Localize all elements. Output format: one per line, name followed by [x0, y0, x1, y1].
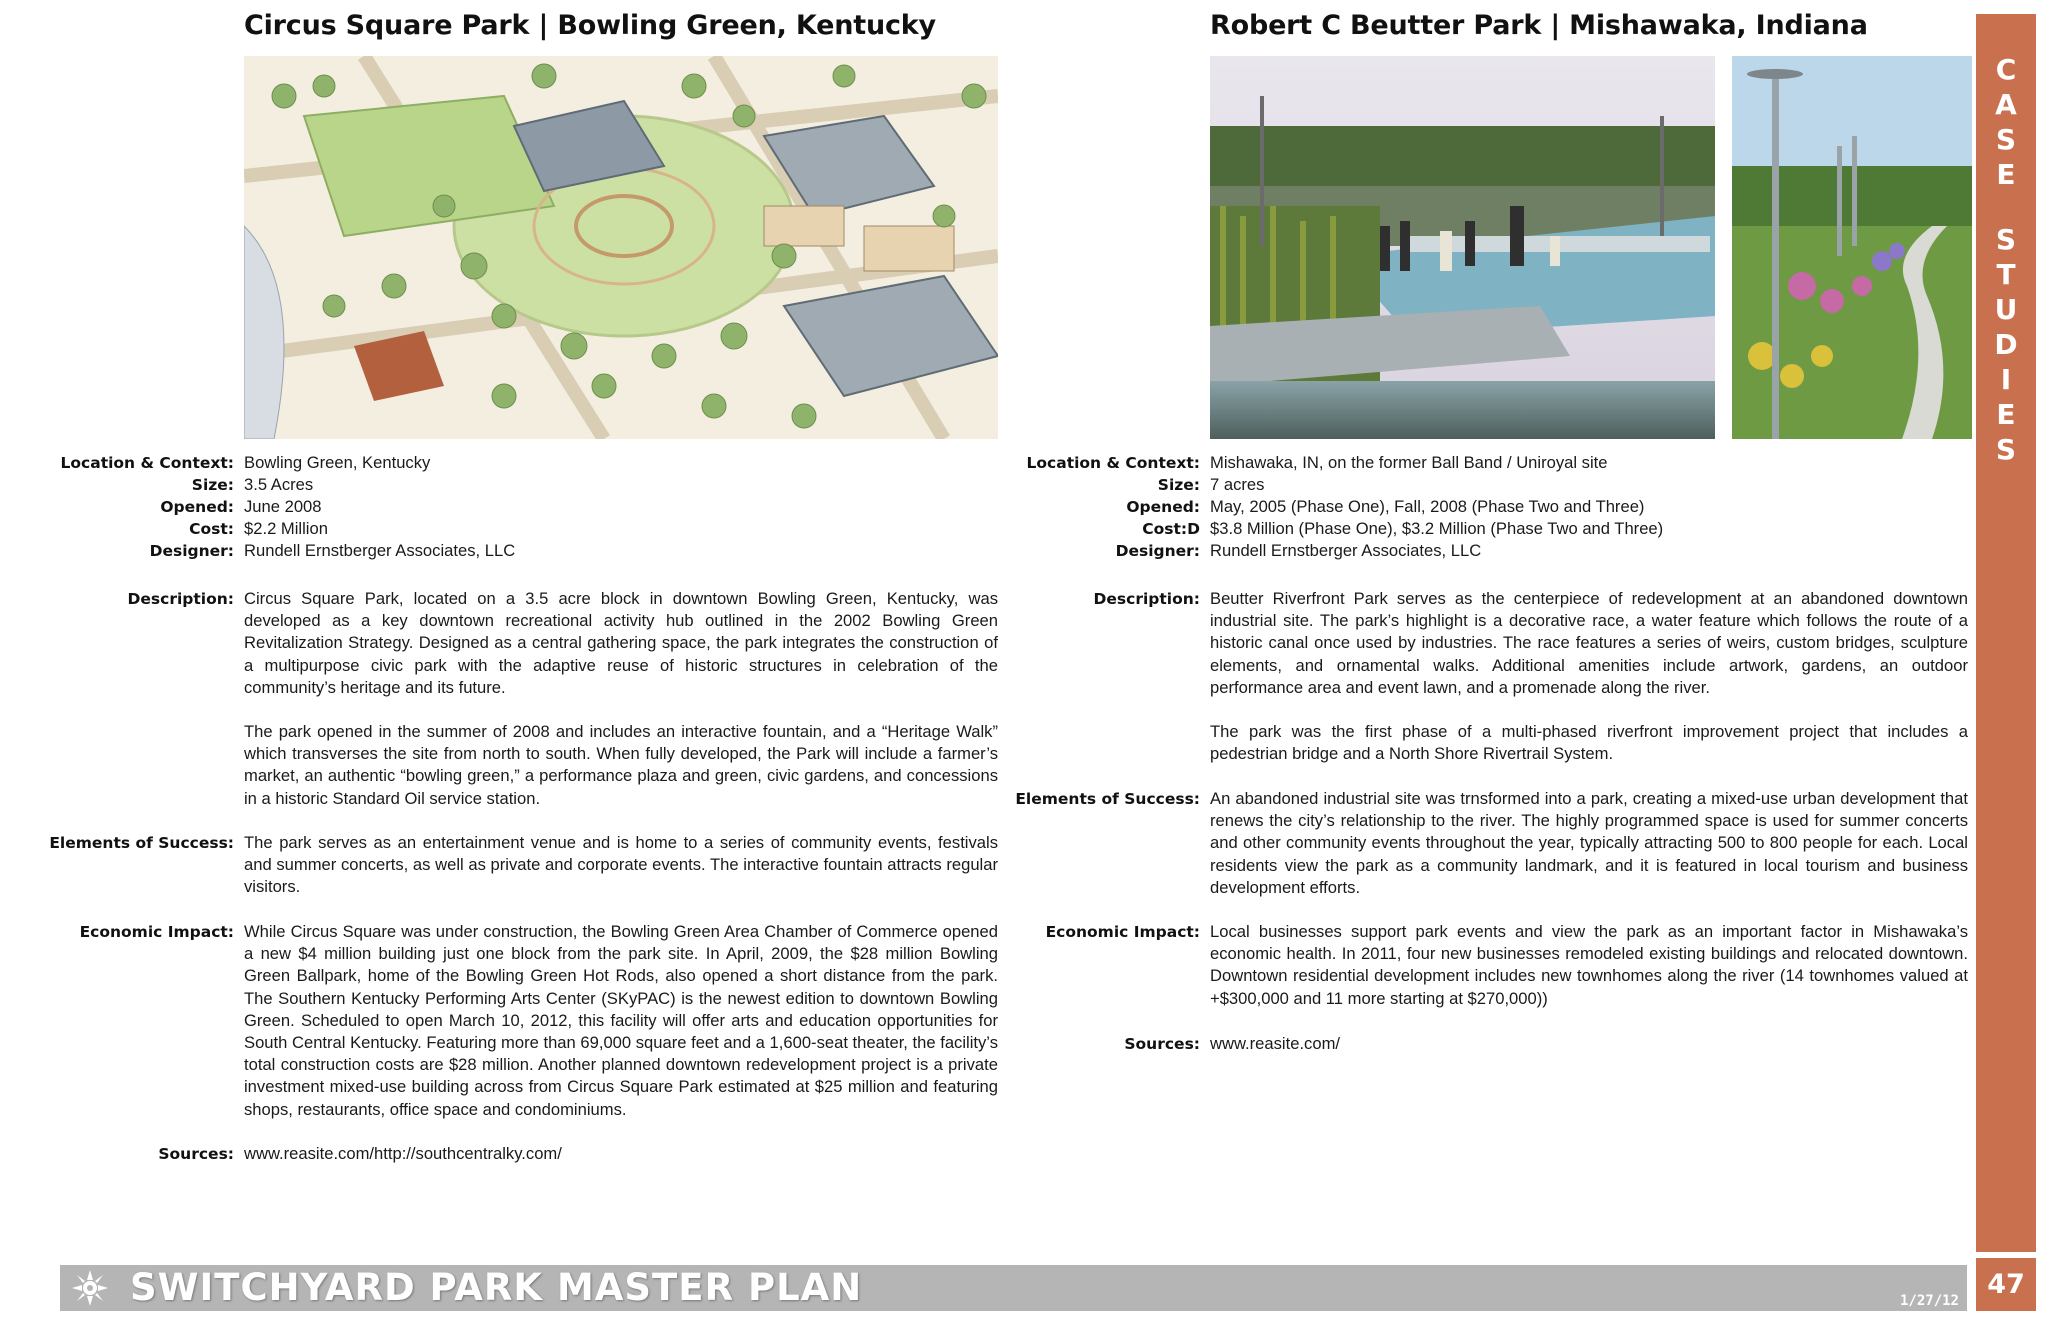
section-label: Description: [127, 590, 234, 608]
left-economic-section [79, 921, 998, 1121]
right-description-paragraph-1: Beutter Riverfront Park serves as the centerpiece of redevelopment at an abandoned downtown industrial site. The park’s highlight is a decorative race, a water feature which follows the route of a historic canal once used by industries. The race features a series of weirs, custom bridges, sculpture elements, and ornamental walks. Additional amenities include artwork, gardens, an outdoor performance area and event lawn, and a promenade along the river. [1210, 589, 1968, 697]
right-fact-location: Location & Context: Mishawaka, IN, on the former Ball Band / Uniroyal site [1026, 453, 1608, 472]
left-aerial-rendering [244, 56, 998, 439]
left-success-text: The park serves as an entertainment venue and is home to a series of community events, festivals and summer concerts, as well as private and corporate events. The interactive fountain attracts regular visitors. [244, 833, 998, 897]
right-main-photo [1210, 56, 1715, 439]
left-economic-text: While Circus Square was under construction, the Bowling Green Area Chamber of Commerce opened a new $4 million building just one block from the park site. In April, 2009, the $28 million Bowling Green Ballpark, home of the Bowling Green Hot Rods, also opened a short distance from the park. The Southern Kentucky Performing Arts Center (SKyPAC) is the newest edition to downtown Bowling Green. Scheduled to open March 10, 2012, this facility will offer arts and education opportunities for South Central Kentucky. Featuring more than 69,000 square feet and a 1,600-seat theater, the facility’s total construction costs are $28 million. Another planned downtown redevelopment project is a private investment mixed-use building across from Circus Square Park estimated at $25 million and featuring shops, restaurants, office space and condominiums. [244, 922, 998, 1119]
right-fact-opened: Opened: May, 2005 (Phase One), Fall, 2008 (Phase Two and Three) [1126, 497, 1645, 516]
right-sources-section [1124, 1033, 1968, 1055]
page-number: 47 [1976, 1258, 2036, 1311]
right-success-text: An abandoned industrial site was trnsformed into a park, creating a mixed-use urban development that renews the city’s relationship to the river. The highly programmed space is used for summer concerts and other community events throughout the year, typically attracting 500 to 800 people for each. Local residents view the park as a community landmark, and it is featured in local tourism and business development efforts. [1210, 789, 1968, 897]
section-label: Elements of Success: [1015, 790, 1200, 808]
right-fact-cost: Cost:D $3.8 Million (Phase One), $3.2 Million (Phase Two and Three) [1142, 519, 1664, 538]
sidebar-label: C A S E S T U D I E S [1994, 53, 2018, 466]
right-description-section [1093, 588, 1968, 765]
left-fact-size: Size: 3.5 Acres [191, 475, 314, 494]
right-facts [1026, 452, 1810, 562]
right-success-section [1015, 788, 1968, 899]
left-case-title: Circus Square Park | Bowling Green, Kentucky [244, 10, 936, 41]
right-fact-designer: Designer: Rundell Ernstberger Associates, LLC [1115, 541, 1482, 560]
left-success-section [49, 832, 998, 899]
right-description-paragraph-2: The park was the first phase of a multi-phased riverfront improvement project that includes a pedestrian bridge and a North Shore Rivertrail System. [1210, 722, 1968, 764]
section-label: Sources: [158, 1145, 234, 1163]
left-sources-section [158, 1143, 998, 1165]
footer-bar [60, 1265, 1967, 1311]
left-facts [60, 452, 744, 562]
section-label: Economic Impact: [1045, 923, 1200, 941]
section-label: Description: [1093, 590, 1200, 608]
right-side-photo [1732, 56, 1972, 439]
footer-title: SWITCHYARD PARK MASTER PLAN [130, 1266, 863, 1309]
left-fact-cost: Cost: $2.2 Million [189, 519, 328, 538]
left-fact-opened: Opened: June 2008 [160, 497, 322, 516]
section-label: Elements of Success: [49, 834, 234, 852]
right-case-title: Robert C Beutter Park | Mishawaka, Indiana [1210, 10, 1868, 41]
left-fact-designer: Designer: Rundell Ernstberger Associates, LLC [149, 541, 516, 560]
right-fact-size: Size: 7 acres [1157, 475, 1265, 494]
section-label: Economic Impact: [79, 923, 234, 941]
footer-date: 1/27/12 [1899, 1293, 1959, 1309]
left-sources-link[interactable]: www.reasite.com/http://southcentralky.com/ [244, 1144, 562, 1163]
left-description-paragraph-2: The park opened in the summer of 2008 and includes an interactive fountain, and a “Heritage Walk” which transverses the site from north to south. When fully developed, the Park will include a farmer’s market, an authentic “bowling green,” a performance plaza and green, civic gardens, and concessions in a historic Standard Oil service station. [244, 722, 998, 808]
right-economic-text: Local businesses support park events and view the park as an important factor in Mishawaka’s economic health. In 2011, four new businesses remodeled existing buildings and relocated downtown. Downtown residential development includes new townhomes along the river (14 townhomes valued at +$300,000 and 11 more starting at $270,000)) [1210, 922, 1968, 1008]
case-studies-sidebar [1976, 14, 2036, 1252]
left-description-paragraph-1: Circus Square Park, located on a 3.5 acre block in downtown Bowling Green, Kentucky, was developed as a key downtown recreational activity hub outlined in the 2002 Bowling Green Revitalization Strategy. Designed as a central gathering space, the park integrates the construction of a multipurpose civic park with the adaptive reuse of historic structures in celebration of the community’s heritage and its future. [244, 589, 998, 697]
sunburst-logo-icon [72, 1270, 108, 1306]
right-economic-section [1045, 921, 1968, 1010]
left-description-section [127, 588, 998, 810]
right-sources-link[interactable]: www.reasite.com/ [1210, 1034, 1341, 1053]
left-fact-location: Location & Context: Bowling Green, Kentucky [60, 453, 431, 472]
section-label: Sources: [1124, 1035, 1200, 1053]
